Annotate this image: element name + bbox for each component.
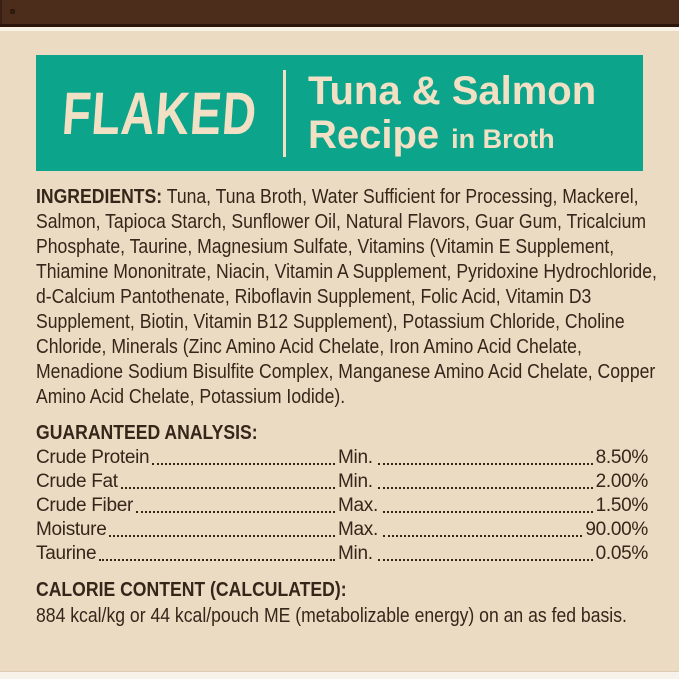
header-band — [36, 55, 643, 171]
nutrient-name: Moisture — [36, 519, 107, 540]
ingredients-line: Menadione Sodium Bisulfite Complex, Manganese Amino Acid Chelate, Copper — [36, 361, 656, 383]
ingredients-line: Salmon, Tapioca Starch, Sunflower Oil, Natural Flavors, Guar Gum, Tricalcium — [36, 211, 647, 233]
basis-label: Max. — [338, 519, 378, 540]
label-body — [36, 185, 657, 629]
analysis-row — [36, 517, 648, 541]
package-bottom-edge — [0, 671, 679, 679]
nutrient-name: Taurine — [36, 543, 97, 564]
recipe-name-line2 — [308, 113, 643, 161]
print-registration-dot — [10, 9, 15, 14]
dot-leader — [121, 487, 335, 489]
analysis-row — [36, 493, 648, 517]
dot-leader — [378, 487, 593, 489]
ingredients-text: Tuna, Tuna Broth, Water Sufficient for Processing, Mackerel, — [166, 186, 639, 208]
nutrient-name: Crude Protein — [36, 447, 150, 468]
nutrient-value: 1.50% — [595, 495, 648, 516]
ingredients-heading: INGREDIENTS: — [36, 186, 163, 208]
analysis-row — [36, 541, 648, 565]
recipe-name-main: Recipe — [308, 113, 440, 157]
recipe-name-suffix: in Broth — [451, 124, 555, 154]
calorie-content-text: 884 kcal/kg or 44 kcal/pouch ME (metabolizable energy) on an as fed basis. — [36, 605, 627, 627]
analysis-row — [36, 469, 648, 493]
style-column — [36, 55, 283, 171]
ingredients-line: Supplement, Biotin, Vitamin B12 Supplement), Potassium Chloride, Choline — [36, 311, 625, 333]
ingredients-line: Chloride, Minerals (Zinc Amino Acid Chelate, Iron Amino Acid Chelate, — [36, 336, 582, 358]
basis-label: Min. — [338, 471, 373, 492]
basis-label: Min. — [338, 543, 373, 564]
dot-leader — [152, 463, 335, 465]
ingredients-line: Thiamine Mononitrate, Niacin, Vitamin A Supplement, Pyridoxine Hydrochloride, — [36, 261, 657, 283]
guaranteed-analysis-table — [36, 445, 648, 565]
dot-leader — [383, 511, 593, 513]
guaranteed-analysis-heading: GUARANTEED ANALYSIS: — [36, 422, 258, 444]
recipe-name-line1: Tuna & Salmon — [308, 69, 597, 113]
dot-leader — [109, 535, 335, 537]
nutrient-value: 90.00% — [585, 519, 648, 540]
package-fold-highlight — [0, 27, 679, 31]
nutrient-value: 2.00% — [595, 471, 648, 492]
ingredients-line — [36, 185, 639, 210]
recipe-column — [286, 55, 643, 171]
ingredients-line: Amino Acid Chelate, Potassium Iodide). — [36, 386, 346, 408]
basis-label: Max. — [338, 495, 378, 516]
ingredients-line: d-Calcium Pantothenate, Riboflavin Supplement, Folic Acid, Vitamin D3 — [36, 286, 592, 308]
nutrient-name: Crude Fat — [36, 471, 118, 492]
dot-leader — [378, 559, 593, 561]
ingredients-line: Phosphate, Taurine, Magnesium Sulfate, Vitamins (Vitamin E Supplement, — [36, 236, 615, 258]
dot-leader — [383, 535, 582, 537]
basis-label: Min. — [338, 447, 373, 468]
calorie-content-heading: CALORIE CONTENT (CALCULATED): — [36, 579, 347, 601]
dot-leader — [136, 511, 335, 513]
dot-leader — [378, 463, 593, 465]
package-top-seal-bar — [0, 0, 679, 27]
analysis-row — [36, 445, 648, 469]
nutrient-value: 0.05% — [595, 543, 648, 564]
nutrient-name: Crude Fiber — [36, 495, 134, 516]
dot-leader — [99, 559, 335, 561]
nutrient-value: 8.50% — [595, 447, 648, 468]
style-label: FLAKED — [59, 79, 260, 147]
